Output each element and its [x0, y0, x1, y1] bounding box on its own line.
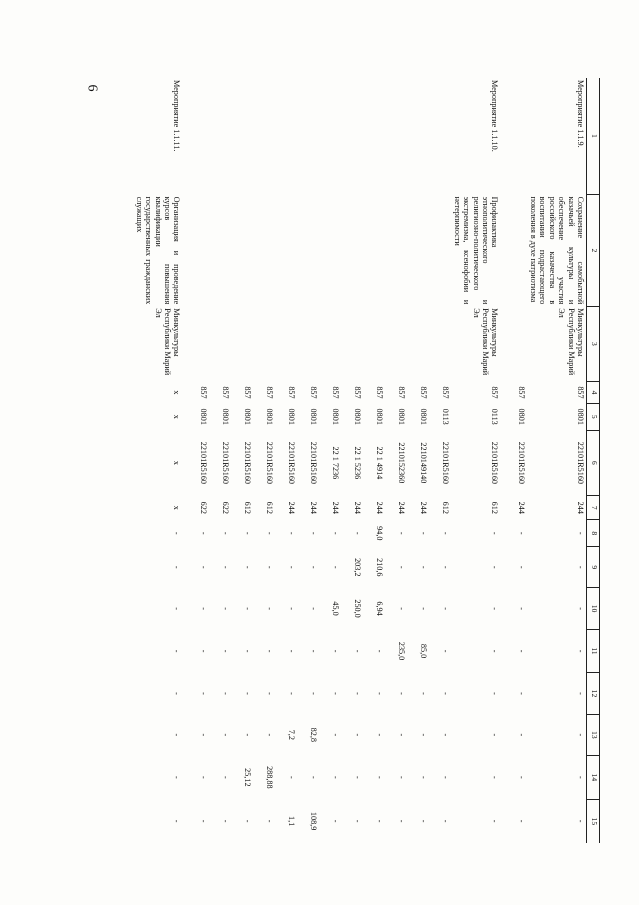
cell-col-2	[209, 195, 231, 307]
cell-col-7: 612	[243, 501, 253, 514]
cell-col-13: 82,8	[309, 727, 319, 742]
column-header-4: 4	[587, 382, 600, 404]
cell-col-8: -	[172, 531, 182, 535]
cell-col-9: -	[397, 565, 407, 569]
cell-col-11: 235,0	[397, 641, 407, 661]
cell-col-4: 857	[309, 386, 319, 399]
cell-col-10: -	[490, 607, 500, 610]
column-header-5: 5	[587, 403, 600, 430]
cell-col-2: Организация и проведение курсов повышения квалификации государственных гражданских служащих	[134, 196, 182, 305]
cell-col-7: 612	[490, 501, 500, 514]
cell-col-8: -	[309, 531, 319, 535]
cell-col-10: -	[265, 607, 275, 610]
cell-col-13: -	[265, 733, 275, 737]
cell-col-5: 0801	[331, 408, 341, 425]
cell-col-2: Профилактика этнополитического и религиозно-политического экстремизма, ксенофобии и нетерпимости	[452, 196, 500, 305]
cell-col-10: -	[199, 607, 209, 610]
page-number: 6	[84, 84, 100, 92]
cell-col-4: 857	[517, 386, 527, 399]
cell-col-11: -	[287, 649, 297, 653]
cell-col-1	[363, 78, 385, 195]
cell-col-2	[385, 195, 407, 307]
cell-col-10: -	[172, 607, 182, 610]
cell-col-5: 0801	[576, 408, 585, 425]
cell-col-13: -	[490, 733, 500, 737]
cell-col-5: 0801	[265, 408, 275, 425]
cell-col-9: -	[576, 565, 585, 569]
column-header-14: 14	[587, 755, 600, 799]
cell-col-12: -	[172, 692, 182, 695]
cell-col-2	[231, 195, 253, 307]
cell-col-5: 0801	[375, 408, 385, 425]
cell-col-9: -	[441, 565, 451, 569]
cell-col-5: 0801	[517, 408, 527, 425]
cell-col-3	[385, 306, 407, 381]
cell-col-14: 288,88	[265, 766, 275, 789]
column-header-9: 9	[587, 547, 600, 588]
cell-col-3	[231, 306, 253, 381]
cell-col-7: 244	[419, 501, 429, 514]
cell-col-7: 622	[221, 501, 231, 514]
cell-col-11: -	[490, 649, 500, 653]
cell-col-8: -	[397, 531, 407, 535]
cell-col-11: -	[576, 649, 585, 653]
cell-col-11: -	[441, 649, 451, 653]
cell-col-1	[407, 78, 429, 195]
cell-col-11: -	[221, 649, 231, 653]
cell-col-15: -	[397, 819, 407, 823]
cell-col-9: -	[517, 565, 527, 569]
cell-col-7: 612	[265, 501, 275, 514]
cell-col-13: -	[353, 733, 363, 737]
cell-col-3	[429, 306, 451, 381]
cell-col-8: -	[243, 531, 253, 535]
cell-col-11: -	[353, 649, 363, 653]
cell-col-11: -	[517, 649, 527, 653]
cell-col-1	[182, 78, 209, 195]
cell-col-12: -	[199, 692, 209, 695]
table-row	[451, 78, 500, 843]
cell-col-9: 210,6	[375, 558, 385, 577]
cell-col-13: 7,2	[287, 729, 297, 740]
cell-col-5: 0801	[397, 408, 407, 425]
cell-col-10: -	[517, 607, 527, 610]
cell-col-3	[500, 306, 527, 381]
table-row	[275, 78, 297, 843]
cell-col-14: -	[287, 775, 297, 779]
cell-col-5: 0801	[353, 408, 363, 425]
cell-col-6: 22101R5160	[221, 441, 231, 485]
cell-col-10: -	[243, 607, 253, 610]
table-row	[319, 78, 341, 843]
cell-col-8: -	[331, 531, 341, 535]
cell-col-6: 22101R5160	[517, 441, 527, 485]
cell-col-5: 0801	[287, 408, 297, 425]
table-row	[297, 78, 319, 843]
cell-col-12: -	[490, 692, 500, 695]
cell-col-8: -	[265, 531, 275, 535]
cell-col-9: -	[331, 565, 341, 569]
cell-col-7: 244	[331, 501, 341, 514]
cell-col-14: -	[576, 775, 585, 779]
cell-col-15: -	[517, 819, 527, 823]
cell-col-4: 857	[331, 386, 341, 399]
cell-col-12: -	[576, 692, 585, 695]
table-row	[209, 78, 231, 843]
cell-col-9: -	[287, 565, 297, 569]
cell-col-13: -	[221, 733, 231, 737]
cell-col-6: 22101R5160	[441, 441, 451, 485]
cell-col-2	[500, 195, 527, 307]
cell-col-15: -	[331, 819, 341, 823]
cell-col-3	[253, 306, 275, 381]
table-row	[182, 78, 209, 843]
cell-col-6: 22 1 5236	[353, 446, 363, 480]
cell-col-11: -	[199, 649, 209, 653]
cell-col-4: 857	[490, 386, 500, 399]
cell-col-13: -	[199, 733, 209, 737]
cell-col-15: -	[265, 819, 275, 823]
cell-col-8: -	[576, 531, 585, 535]
cell-col-3: Минкультуры Республики Марий Эл	[153, 308, 182, 376]
cell-col-3	[319, 306, 341, 381]
cell-col-7: 244	[397, 501, 407, 514]
cell-col-4: 857	[375, 386, 385, 399]
cell-col-6: 2210152360	[397, 442, 407, 484]
cell-col-11: -	[375, 649, 385, 653]
cell-col-12: -	[221, 692, 231, 695]
cell-col-1: Мероприятие 1.1.9.	[576, 80, 585, 148]
cell-col-12: -	[375, 692, 385, 695]
cell-col-10: 45,0	[331, 601, 341, 616]
cell-col-9: 203,2	[353, 558, 363, 577]
cell-col-1: Мероприятие 1.1.10.	[490, 80, 500, 152]
cell-col-15: -	[375, 819, 385, 823]
cell-col-1	[319, 78, 341, 195]
cell-col-2	[182, 195, 209, 307]
cell-col-2	[319, 195, 341, 307]
cell-col-14: -	[375, 775, 385, 779]
cell-col-8: -	[287, 531, 297, 535]
cell-col-4: 857	[287, 386, 297, 399]
cell-col-12: -	[397, 692, 407, 695]
cell-col-15: -	[172, 819, 182, 823]
cell-col-15: 1,1	[287, 815, 297, 827]
column-header-13: 13	[587, 714, 600, 755]
cell-col-14: -	[397, 775, 407, 779]
cell-col-8: -	[221, 531, 231, 535]
table-body	[128, 78, 586, 843]
cell-col-12: -	[353, 692, 363, 695]
cell-col-13: -	[375, 733, 385, 737]
cell-col-3	[297, 306, 319, 381]
cell-col-1	[385, 78, 407, 195]
cell-col-1	[231, 78, 253, 195]
cell-col-3: Минкультуры Республики Марий Эл	[557, 308, 585, 376]
table-row	[385, 78, 407, 843]
column-header-12: 12	[587, 673, 600, 714]
cell-col-6: x	[172, 460, 182, 465]
cell-col-14: -	[441, 775, 451, 779]
cell-col-6: 2210149140	[419, 442, 429, 484]
cell-col-2	[297, 195, 319, 307]
cell-col-1: Мероприятие 1.1.11.	[172, 80, 182, 152]
cell-col-6: 22 1 7236	[331, 446, 341, 480]
cell-col-5: 0113	[441, 408, 451, 425]
cell-col-7: 244	[287, 501, 297, 514]
cell-col-6: 22101R5160	[287, 441, 297, 485]
cell-col-15: -	[441, 819, 451, 823]
cell-col-14: -	[331, 775, 341, 779]
cell-col-13: -	[243, 733, 253, 737]
cell-col-4: 857	[199, 386, 209, 399]
cell-col-15: -	[353, 819, 363, 823]
cell-col-6: 22101R5160	[490, 441, 500, 485]
cell-col-6: 22101R5160	[199, 441, 209, 485]
cell-col-1	[253, 78, 275, 195]
cell-col-4: x	[172, 390, 182, 395]
cell-col-13: -	[576, 733, 585, 737]
cell-col-5: 0801	[243, 408, 253, 425]
cell-col-7: 244	[375, 501, 385, 514]
cell-col-6: 22101R5160	[576, 441, 585, 485]
cell-col-8: -	[353, 531, 363, 535]
cell-col-10: 6,94	[375, 601, 385, 616]
column-header-6: 6	[587, 430, 600, 496]
cell-col-3	[407, 306, 429, 381]
cell-col-5: 0113	[490, 408, 500, 425]
cell-col-11: -	[309, 649, 319, 653]
cell-col-15: 108,9	[309, 811, 319, 831]
cell-col-12: -	[441, 692, 451, 695]
cell-col-1	[297, 78, 319, 195]
cell-col-3	[182, 306, 209, 381]
cell-col-5: x	[172, 414, 182, 419]
cell-col-8: -	[419, 531, 429, 535]
cell-col-13: -	[397, 733, 407, 737]
cell-col-3	[275, 306, 297, 381]
cell-col-15: -	[199, 819, 209, 823]
cell-col-13: -	[517, 733, 527, 737]
cell-col-15: -	[221, 819, 231, 823]
cell-col-5: 0801	[199, 408, 209, 425]
cell-col-11: -	[172, 649, 182, 653]
table-row	[341, 78, 363, 843]
column-header-3: 3	[587, 306, 600, 381]
cell-col-10: -	[397, 607, 407, 610]
cell-col-1	[500, 78, 527, 195]
cell-col-4: 857	[353, 386, 363, 399]
cell-col-2	[253, 195, 275, 307]
cell-col-9: -	[265, 565, 275, 569]
cell-col-5: 0801	[221, 408, 231, 425]
cell-col-4: 857	[397, 386, 407, 399]
cell-col-14: -	[517, 775, 527, 779]
cell-col-14: -	[490, 775, 500, 779]
column-header-2: 2	[587, 195, 600, 307]
column-header-11: 11	[587, 629, 600, 673]
cell-col-3	[209, 306, 231, 381]
cell-col-11: -	[243, 649, 253, 653]
cell-col-10: -	[419, 607, 429, 610]
column-header-15: 15	[587, 799, 600, 843]
cell-col-3: Минкультуры Республики Марий Эл	[471, 308, 500, 376]
cell-col-13: -	[331, 733, 341, 737]
cell-col-6: 22 1 4914	[375, 446, 385, 480]
cell-col-10: -	[576, 607, 585, 610]
table-row	[429, 78, 451, 843]
cell-col-14: -	[419, 775, 429, 779]
cell-col-1	[275, 78, 297, 195]
cell-col-13: -	[441, 733, 451, 737]
cell-col-12: -	[243, 692, 253, 695]
cell-col-15: -	[419, 819, 429, 823]
budget-table	[128, 78, 600, 843]
cell-col-10: -	[221, 607, 231, 610]
cell-col-9: -	[172, 565, 182, 569]
cell-col-15: -	[243, 819, 253, 823]
cell-col-11: -	[265, 649, 275, 653]
table-row	[500, 78, 527, 843]
cell-col-4: 857	[243, 386, 253, 399]
cell-col-5: 0801	[309, 408, 319, 425]
cell-col-10: -	[287, 607, 297, 610]
cell-col-14: -	[199, 775, 209, 779]
cell-col-2	[363, 195, 385, 307]
cell-col-14: -	[309, 775, 319, 779]
cell-col-4: 857	[221, 386, 231, 399]
cell-col-7: 622	[199, 501, 209, 514]
cell-col-7: x	[172, 505, 182, 510]
cell-col-1	[429, 78, 451, 195]
cell-col-10: -	[309, 607, 319, 610]
cell-col-9: -	[243, 565, 253, 569]
cell-col-15: -	[490, 819, 500, 823]
cell-col-6: 22101R5160	[243, 441, 253, 485]
cell-col-2	[341, 195, 363, 307]
cell-col-8: -	[490, 531, 500, 535]
cell-col-11: 85,0	[419, 643, 429, 659]
cell-col-4: 857	[576, 386, 585, 399]
cell-col-8: -	[517, 531, 527, 535]
cell-col-9: -	[199, 565, 209, 569]
table-row	[407, 78, 429, 843]
cell-col-11: -	[331, 649, 341, 653]
cell-col-12: -	[517, 692, 527, 695]
cell-col-6: 22101R5160	[309, 441, 319, 485]
cell-col-14: -	[353, 775, 363, 779]
cell-col-12: -	[265, 692, 275, 695]
cell-col-2	[407, 195, 429, 307]
table-row	[363, 78, 385, 843]
cell-col-7: 244	[353, 501, 363, 514]
cell-col-9: -	[490, 565, 500, 569]
cell-col-10: 250,0	[353, 599, 363, 618]
cell-col-8: -	[199, 531, 209, 535]
cell-col-15: -	[576, 819, 585, 823]
cell-col-3	[363, 306, 385, 381]
cell-col-9: -	[309, 565, 319, 569]
cell-col-12: -	[419, 692, 429, 695]
cell-col-9: -	[419, 565, 429, 569]
column-header-8: 8	[587, 520, 600, 547]
table-row	[253, 78, 275, 843]
cell-col-6: 22101R5160	[265, 441, 275, 485]
cell-col-7: 244	[309, 501, 319, 514]
cell-col-9: -	[221, 565, 231, 569]
cell-col-14: -	[172, 775, 182, 779]
cell-col-2: Сохранение самобытной казачьей культуры и обеспечение участия российского казачества в воспитании подрастающего поколения в духе патриотизма	[528, 196, 585, 305]
table-row	[231, 78, 253, 843]
cell-col-12: -	[287, 692, 297, 695]
cell-col-10: -	[441, 607, 451, 610]
column-header-7: 7	[587, 496, 600, 520]
table-row	[128, 78, 182, 843]
cell-col-1	[341, 78, 363, 195]
column-header-10: 10	[587, 588, 600, 629]
cell-col-13: -	[419, 733, 429, 737]
cell-col-4: 857	[265, 386, 275, 399]
cell-col-8: -	[441, 531, 451, 535]
cell-col-5: 0801	[419, 408, 429, 425]
rotated-table-container	[122, 78, 600, 843]
cell-col-7: 244	[517, 501, 527, 514]
cell-col-4: 857	[441, 386, 451, 399]
table-row	[527, 78, 586, 843]
cell-col-2	[429, 195, 451, 307]
cell-col-8: 94,0	[375, 526, 385, 541]
cell-col-14: 25,12	[243, 768, 253, 787]
cell-col-12: -	[331, 692, 341, 695]
cell-col-2	[275, 195, 297, 307]
cell-col-12: -	[309, 692, 319, 695]
cell-col-14: -	[221, 775, 231, 779]
cell-col-4: 857	[419, 386, 429, 399]
cell-col-7: 612	[441, 501, 451, 514]
cell-col-1	[209, 78, 231, 195]
cell-col-3	[341, 306, 363, 381]
cell-col-13: -	[172, 733, 182, 737]
cell-col-7: 244	[576, 501, 585, 514]
column-header-1: 1	[587, 78, 600, 195]
header-row	[587, 78, 600, 843]
